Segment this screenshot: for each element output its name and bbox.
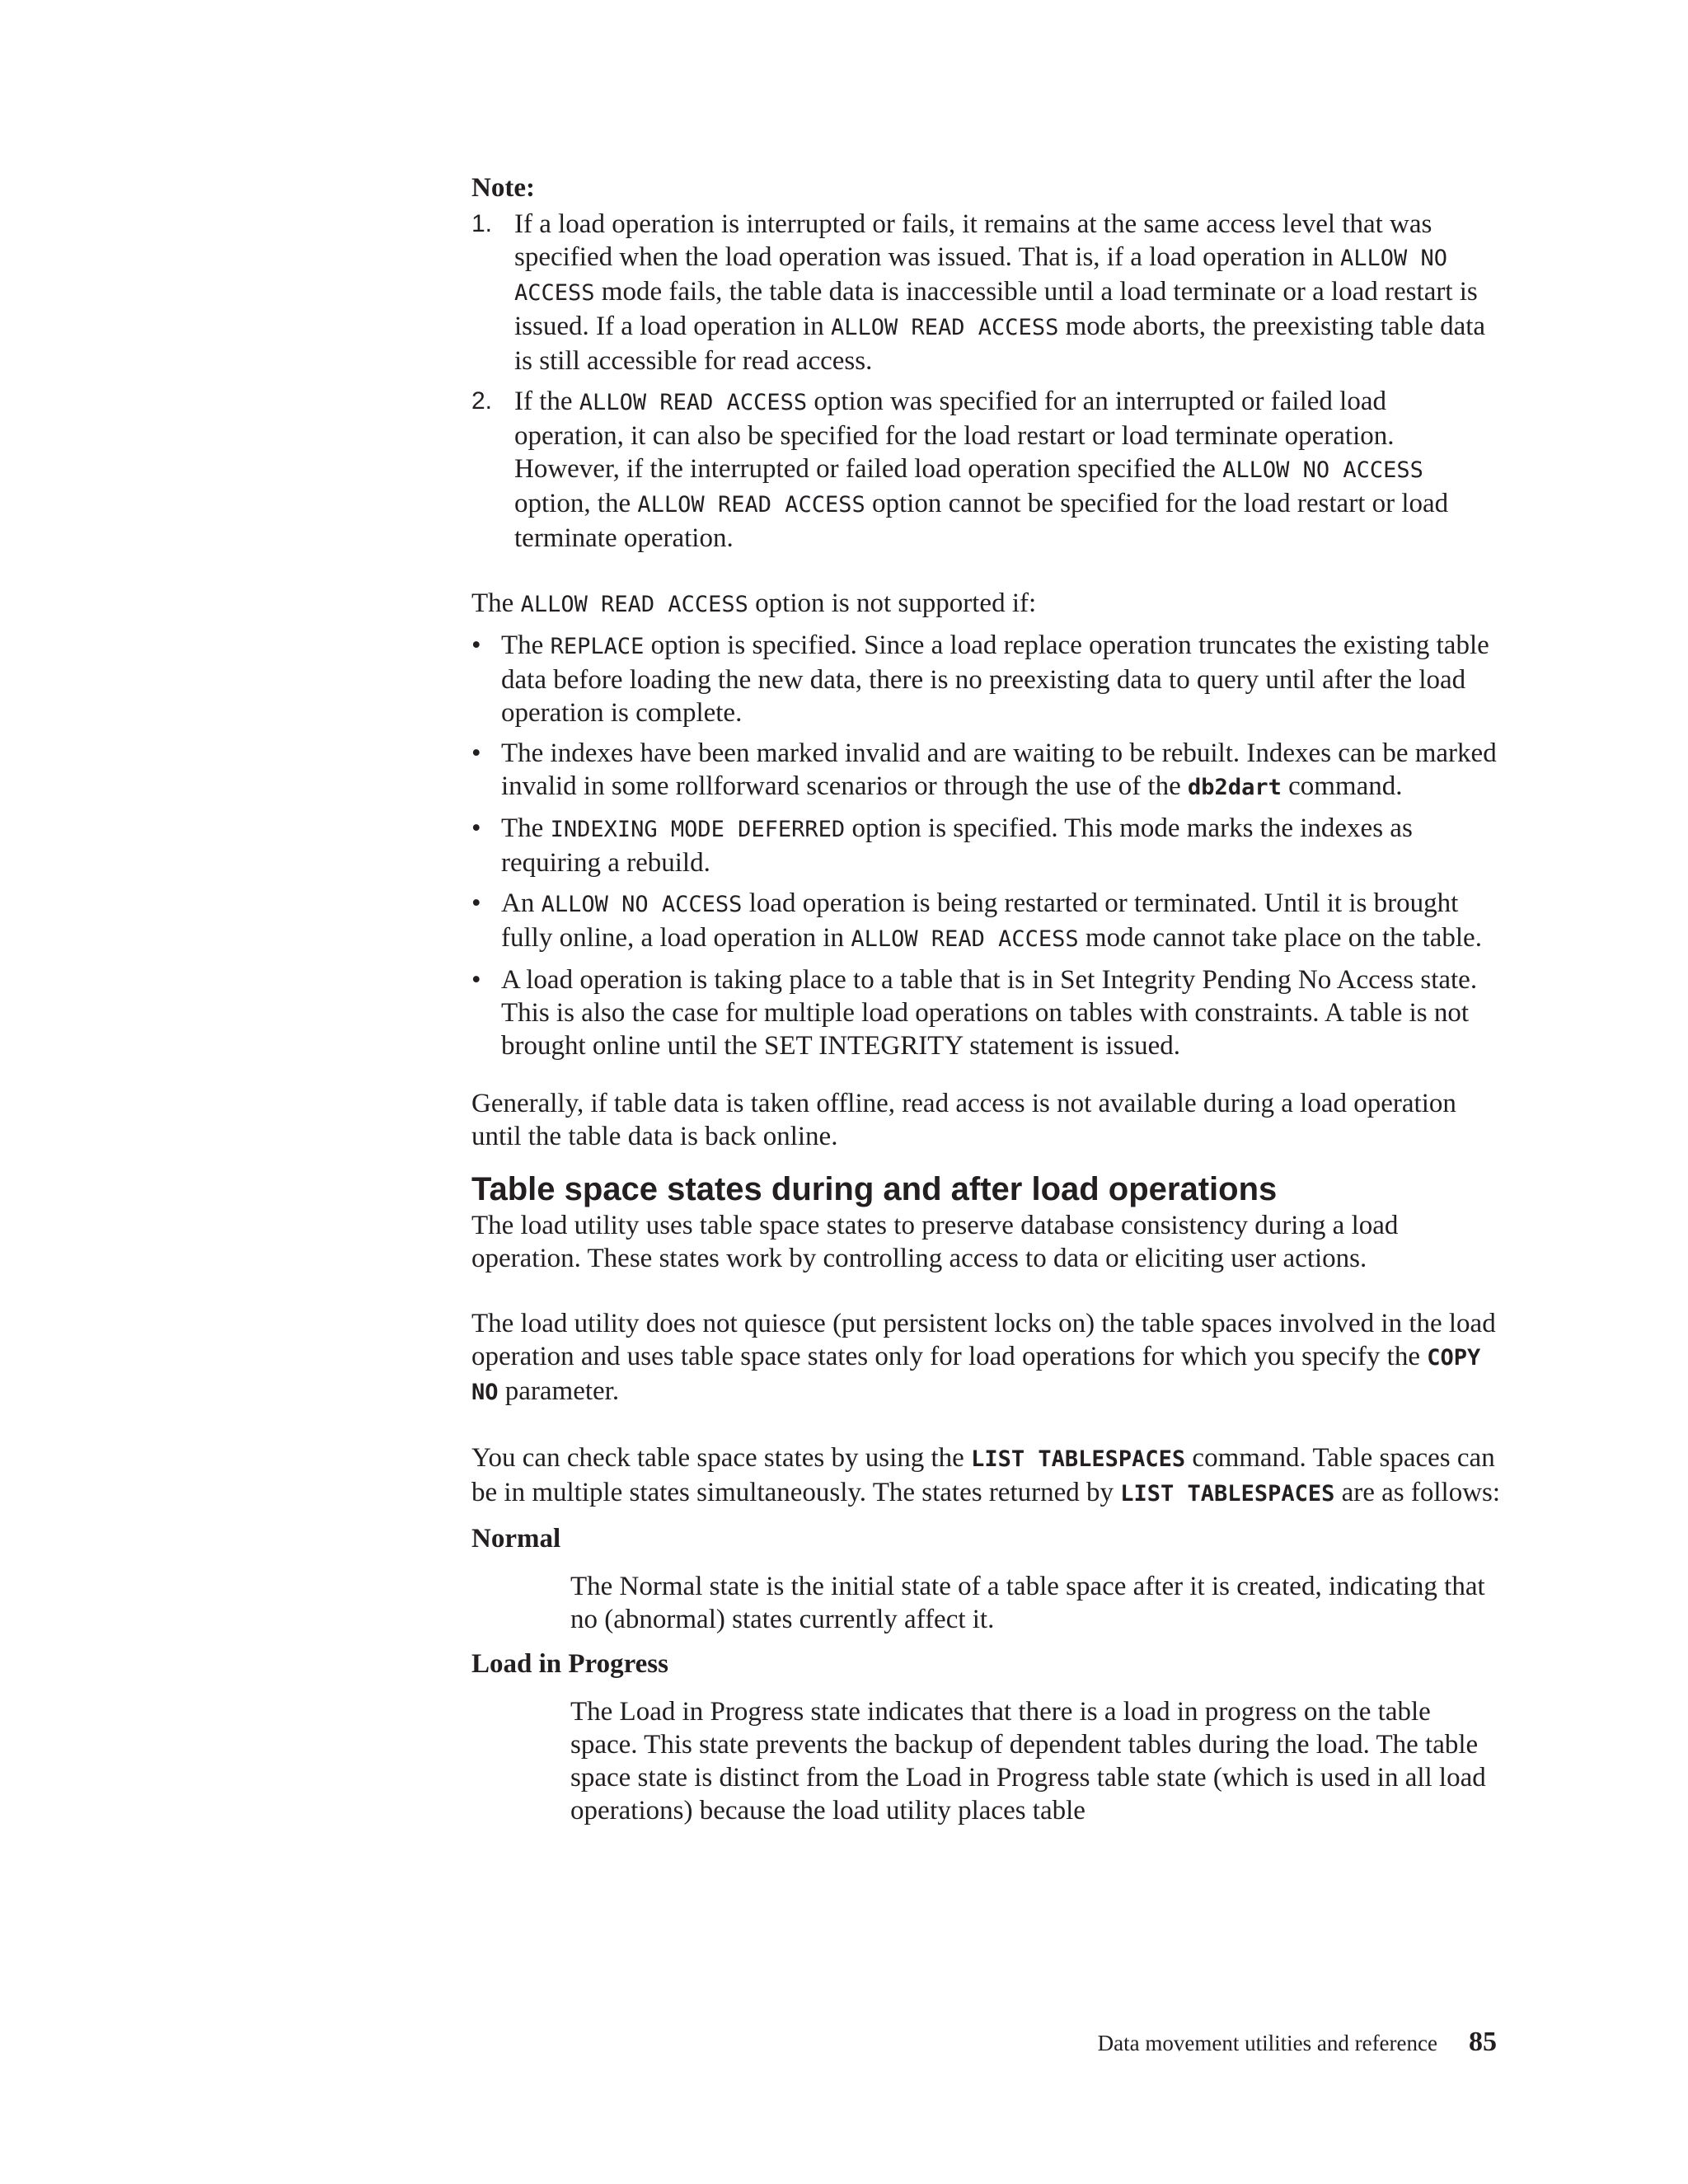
bullet: • [471,888,481,918]
text: An [501,888,542,918]
text: The [471,588,521,618]
page-footer [1098,2026,1497,2060]
text: option is specified. Since a load replace operation truncates the existing table data before loading the new data, there is no preexisting data to query until after the load operation is complete. [501,630,1489,728]
note-text: option was specified for an interrupted or failed load operation, it can also be specified for the load restart or load terminate operation. However, if the interrupted or failed load operation specified the [514,387,1395,484]
text: parameter. [498,1376,620,1406]
text: A load operation is taking place to a table that is in Set Integrity Pending No Access state. This is also the case for multiple load operations on tables with constraints. A table is not brought online until the SET INTEGRITY statement is issued. [501,965,1478,1061]
bullet: • [471,813,481,843]
state-term: Normal [471,1524,561,1554]
note-text: option cannot be specified for the load restart or load terminate operation. [514,489,1449,553]
list-item [471,812,1502,879]
page-number: 85 [1469,2027,1497,2057]
parameter-text: COPY NO [471,1345,1481,1405]
note-title: Note: [471,173,535,203]
text: are as follows: [1334,1478,1501,1507]
code-text: ALLOW NO ACCESS [541,892,743,917]
note-text: option, the [514,489,638,518]
code-text: ALLOW READ ACCESS [851,926,1079,952]
note-text: mode aborts, the preexisting table data is still accessible for read access. [514,312,1486,376]
section-paragraph [471,1307,1502,1409]
list-item [471,887,1502,956]
note-item [471,208,1502,377]
text: load operation is being restarted or terminated. Until it is brought fully online, a load operation in [501,888,1459,953]
command-text: LIST TABLESPACES [1120,1481,1335,1507]
code-text: ALLOW READ ACCESS [520,592,748,617]
note-number: 1. [471,210,493,237]
text: option is not supported if: [748,588,1037,618]
page-content [471,171,1502,1827]
code-text: ALLOW NO ACCESS [514,246,1448,306]
note-list [471,208,1502,555]
not-supported-intro [471,587,1502,621]
code-text: ALLOW READ ACCESS [579,390,808,415]
footer-title: Data movement utilities and reference [1097,2031,1437,2055]
code-text: ALLOW NO ACCESS [1222,457,1423,483]
note-text: mode fails, the table data is inaccessible until a load terminate or a load restart is issued. If a load operation in [514,277,1478,341]
list-item [471,737,1502,804]
state-description: The Normal state is the initial state of a table space after it is created, indicating that no (abnormal) states currently affect it. [570,1572,1485,1634]
text: command. Table spaces can be in multiple states simultaneously. The states returned by [471,1443,1495,1507]
text: The indexes have been marked invalid and are waiting to be rebuilt. Indexes can be marked invalid in some rollforward scenarios or through the use of the [501,738,1497,801]
command-text: LIST TABLESPACES [971,1446,1186,1472]
text: option is specified. This mode marks the indexes as requiring a rebuild. [501,813,1413,878]
code-text: ALLOW READ ACCESS [830,315,1059,340]
bullet: • [471,965,481,995]
section-paragraph [471,1441,1502,1511]
bullet: • [471,630,481,660]
code-text: INDEXING MODE DEFERRED [550,817,846,842]
generally-paragraph: Generally, if table data is taken offline, read access is not available during a load operation until the table data is back online. [471,1089,1456,1151]
note-text: If the [514,387,579,416]
text: mode cannot take place on the table. [1078,923,1482,953]
text: The load utility does not quiesce (put persistent locks on) the table spaces involved in the load operation and uses table space states only for load operations for which you specify the [471,1309,1496,1371]
state-description: The Load in Progress state indicates that there is a load in progress on the table space. This state prevents the backup of dependent tables during the load. The table space state is distinct from the Load in Progress table state (which is used in all load operations) because the load utility places table [570,1697,1486,1825]
code-text: ALLOW READ ACCESS [637,492,865,518]
text: The [501,813,551,843]
command-text: db2dart [1188,775,1282,800]
bullet: • [471,738,481,768]
note-text: If a load operation is interrupted or fails, it remains at the same access level that was specified when the load operation was issued. That is, if a load operation in [514,209,1432,272]
section-paragraph: The load utility uses table space states to preserve database consistency during a load operation. These states work by controlling access to data or eliciting user actions. [471,1211,1399,1273]
note-item [471,385,1502,555]
not-supported-list [471,629,1502,1062]
state-term: Load in Progress [471,1649,668,1679]
section-heading: Table space states during and after load operations [471,1171,1278,1207]
state-definition-list [471,1522,1502,1827]
list-item [471,629,1502,729]
note-number: 2. [471,387,493,415]
code-text: REPLACE [550,634,645,659]
text: The [501,630,551,660]
list-item [471,963,1502,1062]
text: command. [1281,771,1403,801]
text: You can check table space states by using the [471,1443,972,1473]
